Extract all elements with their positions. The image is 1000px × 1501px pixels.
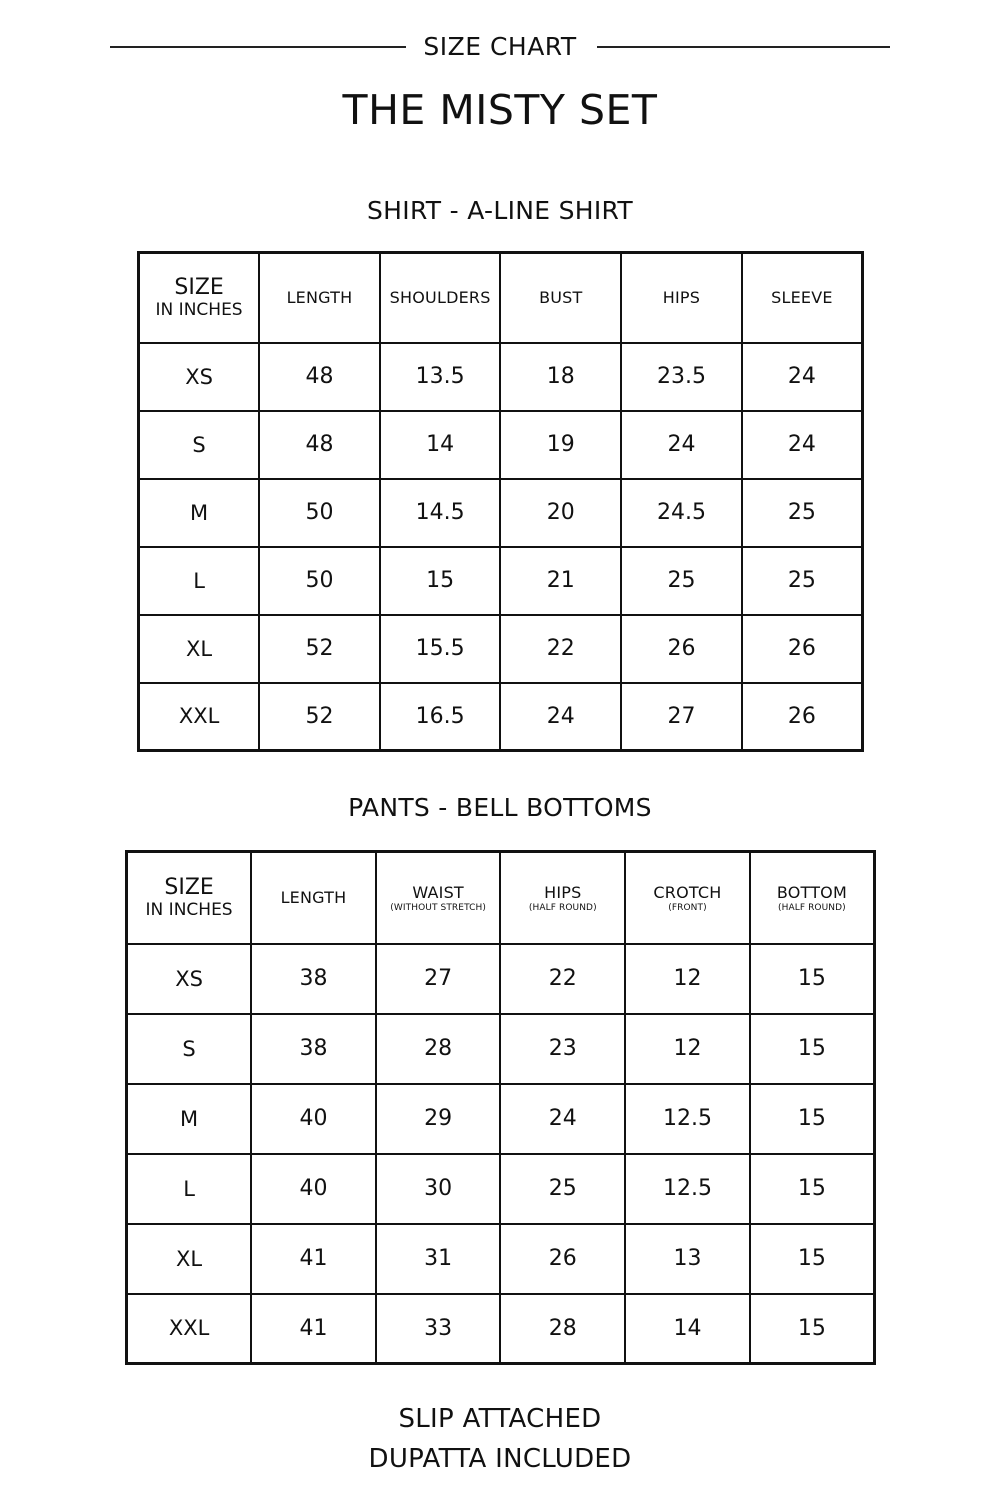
- measurement-cell: 12: [625, 1014, 750, 1084]
- table-row: [139, 479, 863, 547]
- column-header-label: BUST: [539, 288, 583, 308]
- table-row: [139, 411, 863, 479]
- size-header-unit: IN INCHES: [145, 899, 233, 920]
- measurement-cell: 52: [259, 615, 380, 683]
- measurement-cell: 24.5: [621, 479, 742, 547]
- measurement-cell: 15: [750, 1224, 875, 1294]
- measurement-cell: 14.5: [380, 479, 501, 547]
- size-cell: XS: [139, 343, 260, 411]
- pants-section-title: PANTS - BELL BOTTOMS: [348, 793, 652, 822]
- size-header-unit: IN INCHES: [155, 299, 243, 320]
- column-header-length: [259, 253, 380, 343]
- measurement-cell: 26: [500, 1224, 625, 1294]
- page-title: THE MISTY SET: [342, 86, 658, 134]
- size-cell: XXL: [127, 1294, 252, 1364]
- measurement-cell: 50: [259, 547, 380, 615]
- measurement-cell: 15: [750, 1154, 875, 1224]
- column-header-shoulders: [380, 253, 501, 343]
- table-row: [127, 1014, 875, 1084]
- column-header-bottom: [750, 852, 875, 944]
- size-cell: S: [127, 1014, 252, 1084]
- measurement-cell: 19: [500, 411, 621, 479]
- measurement-cell: 15.5: [380, 615, 501, 683]
- column-header-label: HIPS: [662, 288, 701, 308]
- table-header-row: [127, 852, 875, 944]
- size-header-label: SIZE: [174, 274, 224, 300]
- shirt-section-title: SHIRT - A-LINE SHIRT: [367, 196, 633, 225]
- measurement-cell: 12: [625, 944, 750, 1014]
- size-chart-label: SIZE CHART: [423, 32, 577, 61]
- size-cell: XS: [127, 944, 252, 1014]
- column-header-hips: [621, 253, 742, 343]
- measurement-cell: 23: [500, 1014, 625, 1084]
- measurement-cell: 41: [251, 1224, 376, 1294]
- table-row: [127, 1224, 875, 1294]
- measurement-cell: 25: [621, 547, 742, 615]
- column-header-note: (WITHOUT STRETCH): [390, 902, 487, 913]
- measurement-cell: 40: [251, 1084, 376, 1154]
- measurement-cell: 28: [376, 1014, 501, 1084]
- pants-size-table: [125, 850, 876, 1365]
- column-header-label: BOTTOM: [776, 882, 847, 902]
- column-header-crotch: [625, 852, 750, 944]
- measurement-cell: 13.5: [380, 343, 501, 411]
- column-header-label: CROTCH: [653, 882, 722, 902]
- measurement-cell: 15: [380, 547, 501, 615]
- column-header-sleeve: [742, 253, 863, 343]
- measurement-cell: 15: [750, 944, 875, 1014]
- measurement-cell: 15: [750, 1294, 875, 1364]
- column-header-length: [251, 852, 376, 944]
- table-row: [127, 1154, 875, 1224]
- column-header-label: WAIST: [412, 882, 464, 902]
- column-header-bust: [500, 253, 621, 343]
- measurement-cell: 30: [376, 1154, 501, 1224]
- measurement-cell: 24: [500, 683, 621, 751]
- measurement-cell: 21: [500, 547, 621, 615]
- dupatta-included-note: DUPATTA INCLUDED: [368, 1444, 632, 1474]
- column-header-note: (FRONT): [668, 902, 707, 913]
- column-header-waist: [376, 852, 501, 944]
- measurement-cell: 15: [750, 1014, 875, 1084]
- column-header-note: (HALF ROUND): [528, 902, 597, 913]
- size-header-label: SIZE: [164, 874, 214, 900]
- column-header-label: HIPS: [544, 882, 582, 902]
- measurement-cell: 38: [251, 944, 376, 1014]
- table-row: [139, 615, 863, 683]
- column-header-hips: [500, 852, 625, 944]
- measurement-cell: 14: [380, 411, 501, 479]
- table-header-row: [139, 253, 863, 343]
- measurement-cell: 14: [625, 1294, 750, 1364]
- measurement-cell: 25: [500, 1154, 625, 1224]
- measurement-cell: 48: [259, 343, 380, 411]
- size-cell: XL: [127, 1224, 252, 1294]
- size-cell: L: [127, 1154, 252, 1224]
- measurement-cell: 24: [621, 411, 742, 479]
- measurement-cell: 52: [259, 683, 380, 751]
- measurement-cell: 13: [625, 1224, 750, 1294]
- slip-attached-note: SLIP ATTACHED: [398, 1404, 602, 1434]
- measurement-cell: 28: [500, 1294, 625, 1364]
- measurement-cell: 41: [251, 1294, 376, 1364]
- measurement-cell: 38: [251, 1014, 376, 1084]
- measurement-cell: 26: [621, 615, 742, 683]
- measurement-cell: 26: [742, 615, 863, 683]
- measurement-cell: 27: [621, 683, 742, 751]
- size-cell: M: [127, 1084, 252, 1154]
- table-row: [139, 683, 863, 751]
- measurement-cell: 20: [500, 479, 621, 547]
- column-header-label: SLEEVE: [771, 288, 833, 308]
- shirt-size-table: [137, 251, 864, 752]
- column-header-label: LENGTH: [286, 288, 353, 308]
- measurement-cell: 33: [376, 1294, 501, 1364]
- measurement-cell: 31: [376, 1224, 501, 1294]
- measurement-cell: 12.5: [625, 1154, 750, 1224]
- measurement-cell: 22: [500, 615, 621, 683]
- measurement-cell: 40: [251, 1154, 376, 1224]
- table-row: [139, 343, 863, 411]
- measurement-cell: 25: [742, 479, 863, 547]
- size-column-header: [127, 852, 252, 944]
- measurement-cell: 27: [376, 944, 501, 1014]
- table-row: [127, 1084, 875, 1154]
- measurement-cell: 23.5: [621, 343, 742, 411]
- measurement-cell: 29: [376, 1084, 501, 1154]
- table-row: [127, 944, 875, 1014]
- size-cell: XXL: [139, 683, 260, 751]
- column-header-label: SHOULDERS: [389, 288, 491, 308]
- measurement-cell: 16.5: [380, 683, 501, 751]
- size-cell: M: [139, 479, 260, 547]
- measurement-cell: 24: [742, 411, 863, 479]
- measurement-cell: 18: [500, 343, 621, 411]
- column-header-label: LENGTH: [280, 888, 347, 908]
- table-row: [127, 1294, 875, 1364]
- measurement-cell: 25: [742, 547, 863, 615]
- measurement-cell: 24: [500, 1084, 625, 1154]
- size-column-header: [139, 253, 260, 343]
- measurement-cell: 24: [742, 343, 863, 411]
- size-cell: L: [139, 547, 260, 615]
- table-row: [139, 547, 863, 615]
- size-cell: XL: [139, 615, 260, 683]
- column-header-note: (HALF ROUND): [777, 902, 846, 913]
- measurement-cell: 12.5: [625, 1084, 750, 1154]
- measurement-cell: 15: [750, 1084, 875, 1154]
- measurement-cell: 48: [259, 411, 380, 479]
- measurement-cell: 22: [500, 944, 625, 1014]
- measurement-cell: 26: [742, 683, 863, 751]
- size-cell: S: [139, 411, 260, 479]
- measurement-cell: 50: [259, 479, 380, 547]
